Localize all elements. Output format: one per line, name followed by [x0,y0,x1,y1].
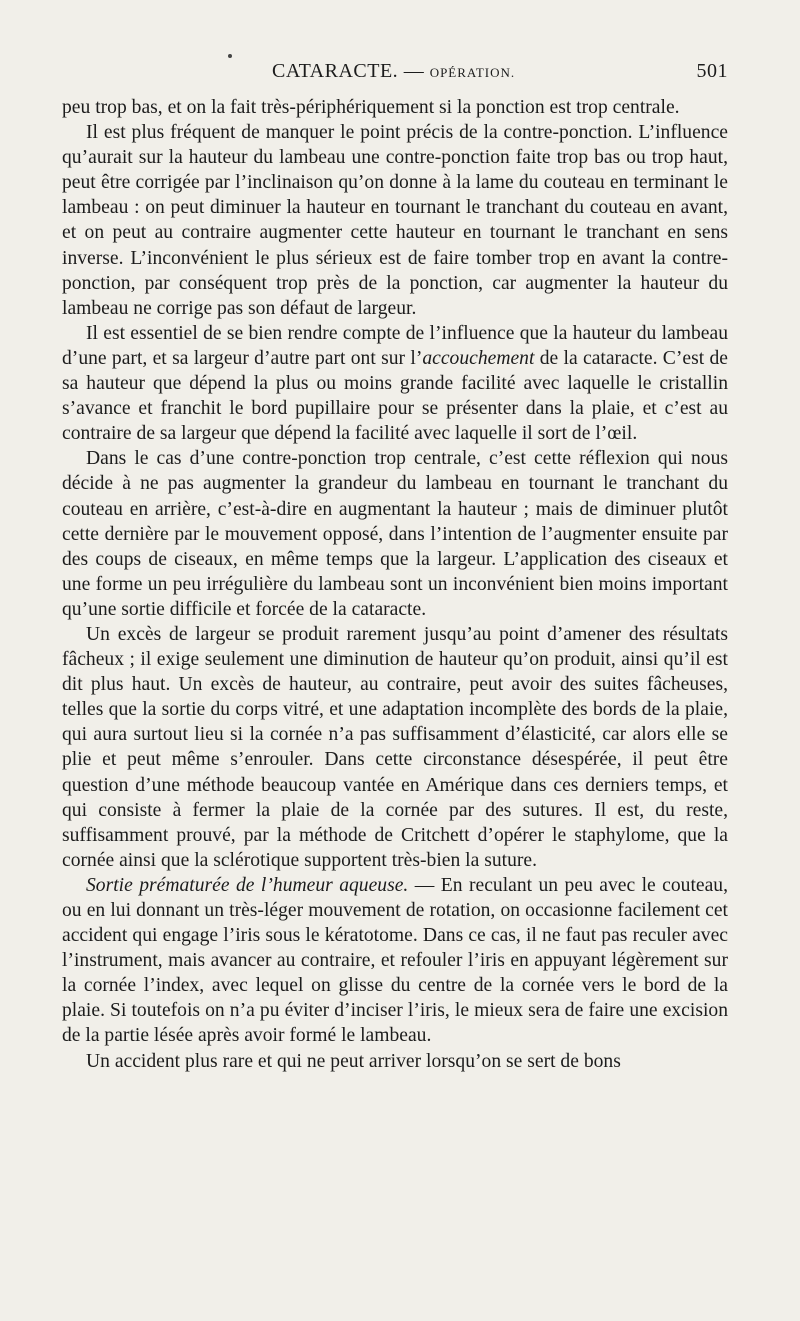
paragraph-continuation: peu trop bas, et on la fait très-périphériquement si la ponction est trop centrale. [62,97,680,118]
running-title-main: CATARACTE. [272,60,399,82]
running-title-sub: OPÉRATION. [429,65,516,80]
body-text [62,95,728,1074]
page-number: 501 [696,60,728,82]
paragraph-exces-largeur: Un excès de largeur se produit rarement jusqu’au point d’amener des résultats fâcheux ; il exige seulement une diminution de hauteur qu’on produit, ainsi qu’il est dit plus haut. Un excès de hauteur, au contraire, peut avoir des suites fâcheuses, telles que la sortie du corps vitré, et une adaptation incomplète des bords de la plaie, qui aura surtout lieu si la cornée n’a pas suffisamment d’élasticité, car alors elle se plie et peut même s’enrouler. Dans cette circonstance désespérée, il peut être question d’une méthode beaucoup vantée en Amérique dans ces derniers temps, et qui consiste à fermer la plaie de la cornée par des sutures. Il est, du reste, suffisamment prouvé, par la méthode de Critchett d’opérer le staphylome, que la cornée ainsi que la sclérotique supportent très-bien la suture. [62,623,728,871]
paragraph-accouchement-italic: accouchement [422,347,535,369]
paragraph-sortie-prematuree [62,873,728,1049]
paragraph-accouchement [62,321,728,446]
paragraph-accouchement-text-2: de la cataracte. C’est de sa hauteur que dépend la plus ou moins grande facilité avec laquelle le cristallin s’avance et franchit le bord pupillaire pour se présenter dans la plaie, et c’est au contraire de sa largeur que dépend la facilité avec laquelle il sort de l’œil. [62,347,728,445]
paragraph-contre-ponction: Il est plus fréquent de manquer le point précis de la contre-ponction. L’influence qu’aurait sur la hauteur du lambeau une contre-ponction faite trop bas ou trop haut, peut être corrigée par l’inclinaison qu’on donne à la lame du couteau en terminant le lambeau : on peut diminuer la hauteur en tournant le tranchant du couteau en avant, et on peut au contraire augmenter cette hauteur en tournant le tranchant en sens inverse. L’inconvénient le plus sérieux est de faire tomber trop en avant la contre-ponction, par conséquent trop près de la ponction, car augmenter la hauteur du lambeau ne corrige pas son défaut de largeur. [62,122,728,319]
paragraph-sortie-text: — En reculant un peu avec le couteau, ou en lui donnant un très-léger mouvement de rotation, on occasionne facilement cet accident qui engage l’iris sous le kératotome. Dans ce cas, il ne faut pas reculer avec l’instrument, mais avancer au contraire, et refouler l’iris en appuyant légèrement sur la cornée l’index, avec lequel on glisse du centre de la cornée vers le bord de la plaie. Si toutefois on n’a pu éviter d’inciser l’iris, le mieux sera de faire une excision de la partie lésée après avoir formé le lambeau. [62,874,728,1047]
paragraph-accident-rare: Un accident plus rare et qui ne peut arriver lorsqu’on se sert de bons [86,1050,621,1072]
paragraph-contre-ponction-centrale: Dans le cas d’une contre-ponction trop centrale, c’est cette réflexion qui nous décide à ne pas augmenter la grandeur du lambeau en tournant le tranchant du couteau en arrière, c’est-à-dire en augmentant la hauteur ; mais de diminuer plutôt cette dernière par le mouvement opposé, dans l’intention de l’augmenter ensuite par des coups de ciseaux, en même temps que la largeur. L’application des ciseaux et une forme un peu irrégulière du lambeau sont un inconvénient bien moins important qu’une sortie difficile et forcée de la cataracte. [62,448,728,620]
running-title-separator: — [403,60,425,82]
paragraph-accouchement-text-1: Il est essentiel de se bien rendre compte de l’influence que la hauteur du lambeau d’une part, et sa largeur d’autre part ont sur l’ [62,322,728,369]
running-header [62,58,728,88]
running-title [272,60,515,83]
paragraph-sortie-italic-heading: Sortie prématurée de l’humeur aqueuse. [86,874,409,896]
